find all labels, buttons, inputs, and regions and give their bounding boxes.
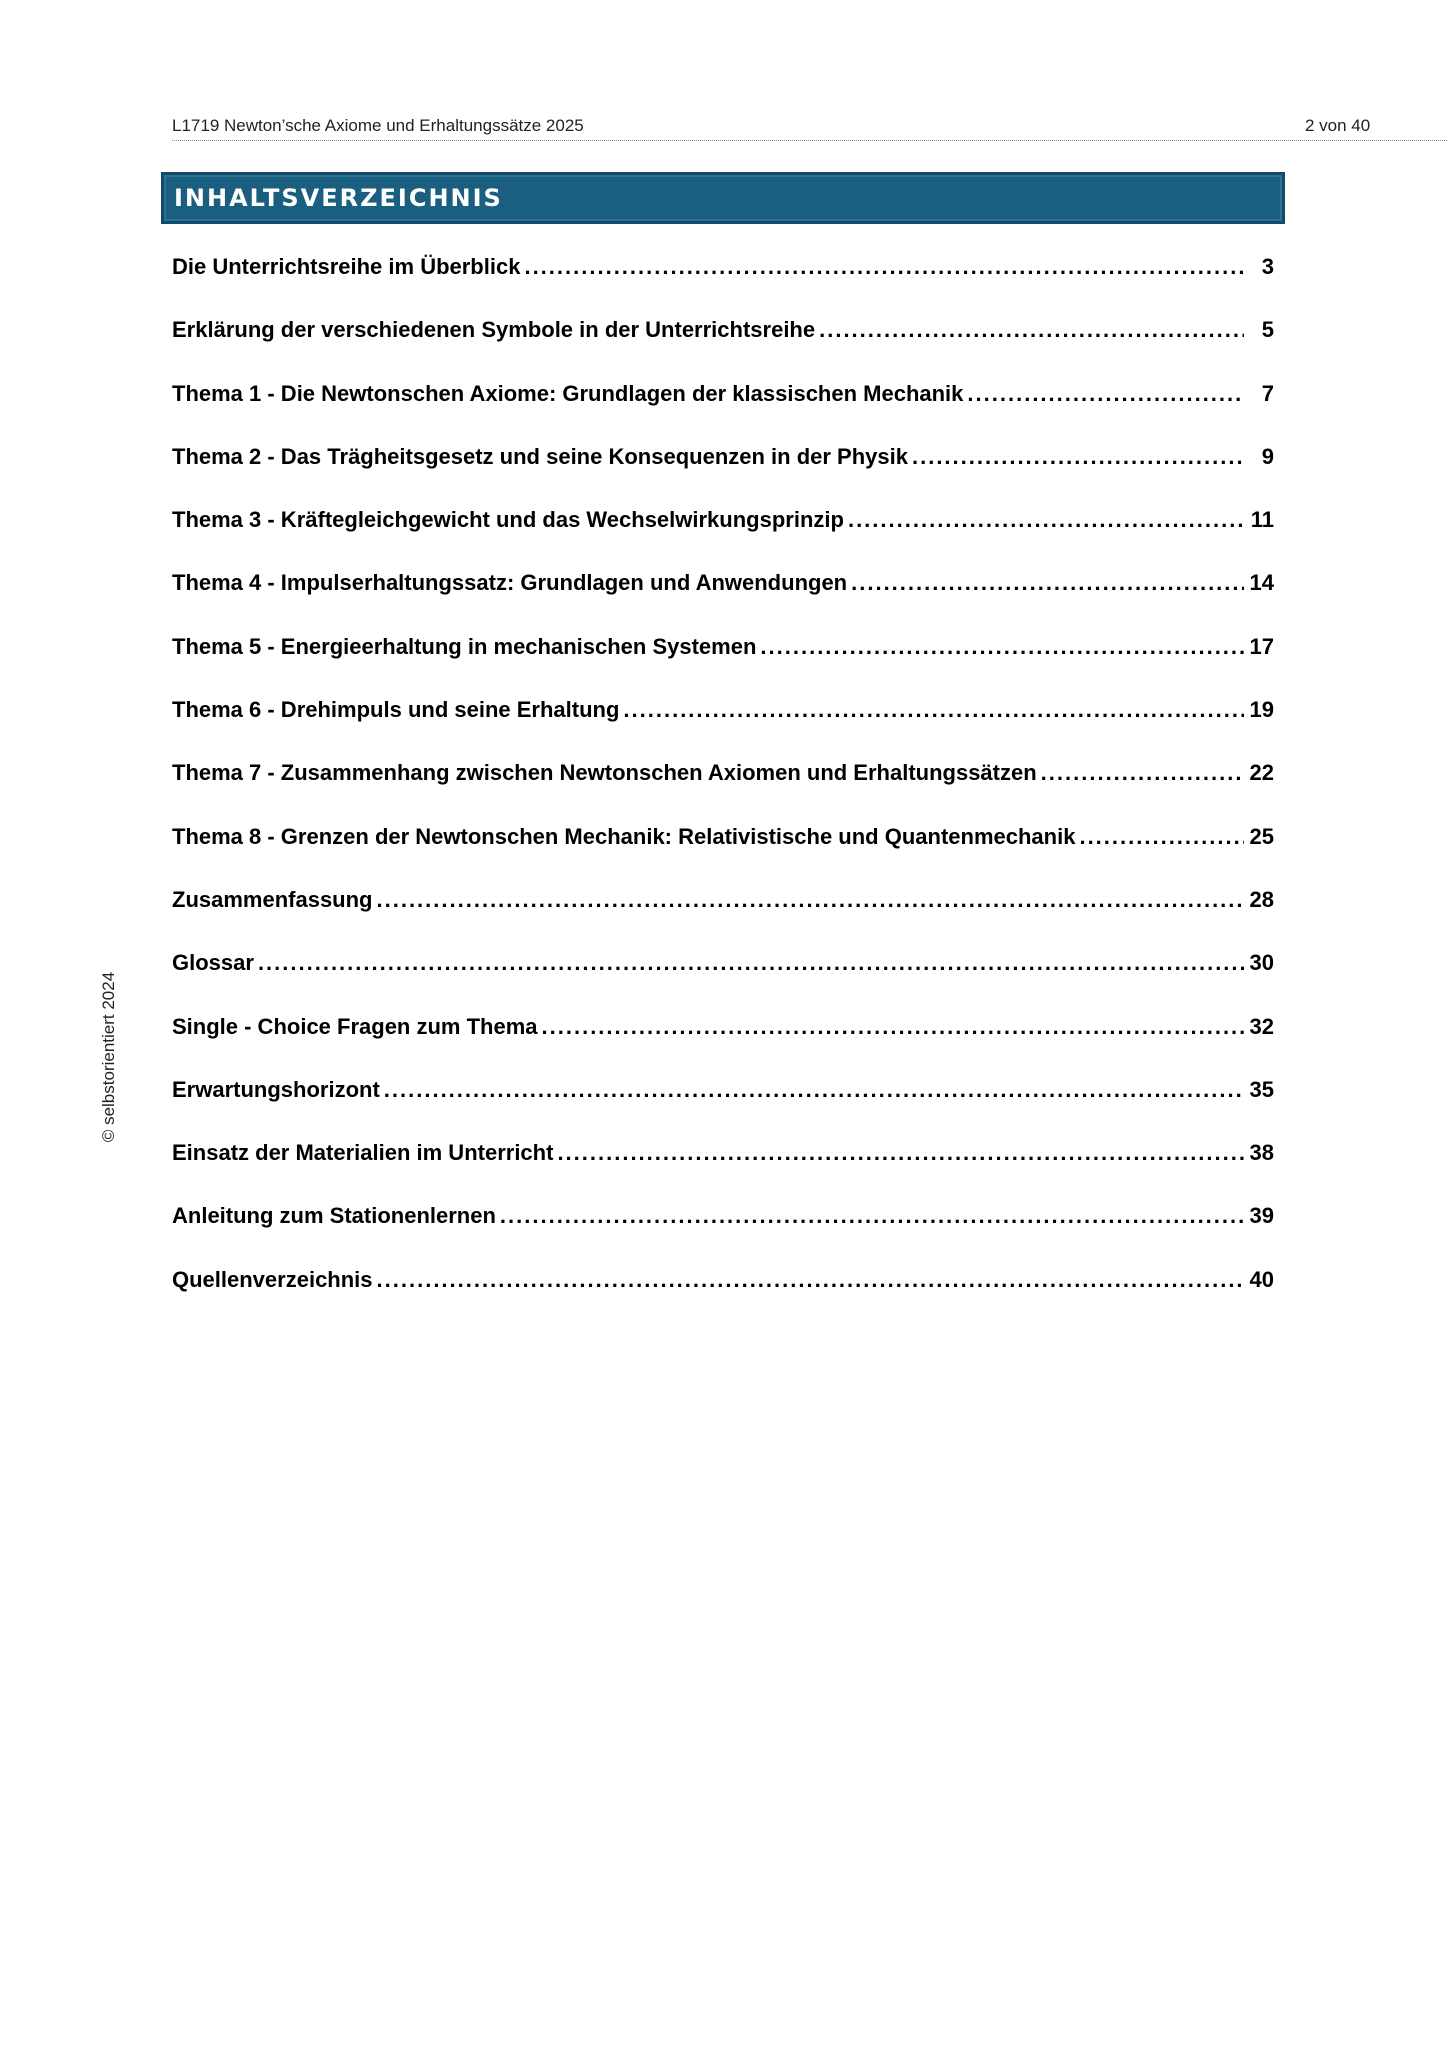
toc-entry-page: 3 xyxy=(1261,254,1274,279)
toc-entry-title: Zusammenfassung xyxy=(172,886,373,912)
toc-entry[interactable] xyxy=(172,315,1274,378)
toc-entry[interactable] xyxy=(172,1138,1274,1201)
toc-dot-leader xyxy=(542,1012,1244,1042)
toc-dot-leader xyxy=(912,442,1244,472)
toc-entry-title: Quellenverzeichnis xyxy=(172,1266,373,1292)
toc-entry-page: 14 xyxy=(1249,570,1274,596)
toc-entry[interactable] xyxy=(172,1012,1274,1075)
toc-entry-page: 19 xyxy=(1249,697,1274,723)
toc-heading-bar xyxy=(161,172,1285,224)
toc-entry-title: Anleitung zum Stationenlernen xyxy=(172,1203,496,1229)
toc-entry-title: Thema 7 - Zusammenhang zwischen Newtonschen Axiomen und Erhaltungssätzen xyxy=(172,760,1037,786)
toc-entry-page: 40 xyxy=(1249,1266,1274,1292)
toc-entry-page: 25 xyxy=(1249,823,1274,849)
toc-entry[interactable] xyxy=(172,568,1274,631)
toc-dot-leader xyxy=(524,252,1244,282)
toc-entry[interactable] xyxy=(172,758,1274,821)
toc-entry[interactable] xyxy=(172,505,1274,568)
header-page-number: 2 von 40 xyxy=(1305,116,1371,135)
toc-entry-title: Thema 2 - Das Trägheitsgesetz und seine Konsequenzen in der Physik xyxy=(172,443,908,469)
toc-dot-leader xyxy=(377,885,1245,915)
toc-entry-title: Thema 3 - Kräftegleichgewicht und das Wechselwirkungsprinzip xyxy=(172,507,844,533)
toc-entry-page: 35 xyxy=(1249,1076,1274,1102)
toc-entry-page: 22 xyxy=(1249,760,1274,786)
page-header xyxy=(172,112,1447,141)
copyright-side-note: © selbstorientiert 2024 xyxy=(99,971,118,1143)
toc-entry-page: 11 xyxy=(1250,507,1274,533)
toc-entry-page: 38 xyxy=(1249,1140,1274,1166)
toc-entry[interactable] xyxy=(172,442,1274,505)
toc-dot-leader xyxy=(384,1075,1244,1105)
toc-entry-title: Thema 4 - Impulserhaltungssatz: Grundlagen und Anwendungen xyxy=(172,570,848,596)
toc-entry-title: Single - Choice Fragen zum Thema xyxy=(172,1013,538,1039)
toc-dot-leader xyxy=(258,948,1244,978)
toc-entry[interactable] xyxy=(172,822,1274,885)
toc-dot-leader xyxy=(1041,758,1244,788)
toc-entry[interactable] xyxy=(172,885,1274,948)
toc-entry[interactable] xyxy=(172,1265,1274,1328)
toc-entry-page: 5 xyxy=(1261,317,1274,343)
toc-dot-leader xyxy=(377,1265,1244,1295)
toc-entry[interactable] xyxy=(172,632,1274,695)
toc-entry-page: 9 xyxy=(1261,443,1274,469)
toc-entry-title: Thema 1 - Die Newtonschen Axiome: Grundlagen der klassischen Mechanik xyxy=(172,380,964,406)
toc-dot-leader xyxy=(851,568,1244,598)
toc-dot-leader xyxy=(819,315,1244,345)
toc-entry-page: 7 xyxy=(1261,380,1274,406)
table-of-contents xyxy=(172,252,1274,1328)
toc-dot-leader xyxy=(967,379,1244,409)
toc-dot-leader xyxy=(848,505,1244,535)
toc-dot-leader xyxy=(500,1201,1244,1231)
toc-entry[interactable] xyxy=(172,252,1274,315)
toc-heading: INHALTSVERZEICHNIS xyxy=(174,184,503,212)
toc-entry-title: Glossar xyxy=(172,950,254,976)
toc-entry-page: 32 xyxy=(1249,1013,1274,1039)
toc-entry-title: Thema 8 - Grenzen der Newtonschen Mechanik: Relativistische und Quantenmechanik xyxy=(172,823,1076,849)
toc-entry-page: 39 xyxy=(1249,1203,1274,1229)
toc-entry-page: 30 xyxy=(1249,950,1274,976)
toc-entry[interactable] xyxy=(172,379,1274,442)
toc-dot-leader xyxy=(557,1138,1244,1168)
toc-entry[interactable] xyxy=(172,1075,1274,1138)
toc-entry-title: Thema 6 - Drehimpuls und seine Erhaltung xyxy=(172,697,620,723)
header-title: L1719 Newton’sche Axiome und Erhaltungssätze 2025 xyxy=(172,116,584,135)
toc-entry-page: 17 xyxy=(1249,633,1274,659)
toc-entry-title: Erwartungshorizont xyxy=(172,1076,380,1102)
toc-entry-title: Thema 5 - Energieerhaltung in mechanischen Systemen xyxy=(172,633,757,659)
toc-dot-leader xyxy=(760,632,1244,662)
toc-entry[interactable] xyxy=(172,948,1274,1011)
toc-entry-title: Einsatz der Materialien im Unterricht xyxy=(172,1140,554,1166)
toc-entry[interactable] xyxy=(172,1201,1274,1264)
toc-entry-title: Erklärung der verschiedenen Symbole in der Unterrichtsreihe xyxy=(172,317,816,343)
toc-dot-leader xyxy=(1079,822,1244,852)
toc-entry-title: Die Unterrichtsreihe im Überblick xyxy=(172,254,521,279)
toc-entry[interactable] xyxy=(172,695,1274,758)
toc-entry-page: 28 xyxy=(1249,886,1274,912)
toc-dot-leader xyxy=(623,695,1244,725)
